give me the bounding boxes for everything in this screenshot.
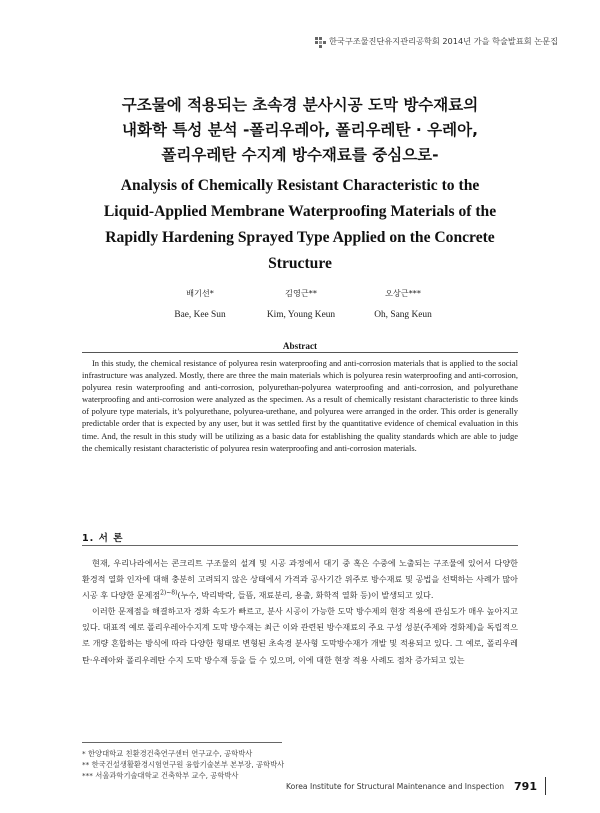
korean-title-line: 내화학 특성 분석 -폴리우레아, 폴리우레탄 · 우레아,: [122, 121, 478, 139]
footnote-divider: [82, 742, 282, 743]
english-title-line: Liquid-Applied Membrane Waterproofing Materials of the: [103, 203, 497, 220]
english-title-line: Structure: [268, 255, 332, 272]
korean-title-line: 폴리우레탄 수지계 방수재료를 중심으로-: [161, 146, 439, 164]
body-paragraph: [82, 555, 518, 603]
footer-bar: [545, 777, 546, 795]
citation-superscript: 2)~8): [160, 589, 178, 597]
author-name-ko: 오상근***: [384, 288, 421, 298]
abstract-text: [82, 357, 518, 454]
page-footer: [286, 777, 546, 795]
footnote: ** 한국건설생활환경시험연구원 융합기술본부 본부장, 공학박사: [82, 760, 285, 769]
conference-header: [315, 36, 558, 47]
abstract-paragraph: In this study, the chemical resistance of polyurea resin waterproofing and anti-corrosion materials that is applied to the social infrastructure was analyzed. Mostly, there are three the main materials which is polyurea resin waterproofing and anti-corrosion, polyurea resin waterproofing and anti-corrosion, polyurethan-polyurea waterproofing and anti-corrosion, and polyurethane waterproofing and anti-corrosion were analyzed as the specimen. As a result of chemically resistant characteristic to three kinds of polyure type materials, it’s polyurethane, polyurea-urethane, and polyurea were arranged in the order. This order is generally predictable order that is expected by any user, but it was settled first by the quantitative evidence of chemical evaluation in this time. And, the result in this study will be utilizing as a basic data for establishing the quality standards which are able to judge the chemically resistant characteristic of polyurea resin waterproofing and anti-corrosion materials.: [82, 358, 518, 453]
paragraph-text: 현재, 우리나라에서는 콘크리트 구조물의 설계 및 시공 과정에서 대기 중 혹은 수중에 노출되는 구조물에 있어서 다양한 환경적 열화 인자에 대해 충분히 고려되지 않은 상태에서 가격과 공사기간 위주로 방수재료 및 공법을 선택하는 사례가 많아 시공 후 다양한 문제점: [82, 558, 518, 601]
english-title: [36, 173, 564, 277]
section-divider: [82, 545, 518, 546]
author-name-en: Oh, Sang Keun: [374, 310, 432, 320]
introduction-body: [82, 555, 518, 668]
footnote: *** 서울과학기술대학교 건축학부 교수, 공학박사: [82, 771, 239, 780]
abstract-heading: Abstract: [282, 341, 318, 351]
author-name-en: Bae, Kee Sun: [174, 310, 226, 320]
paragraph-text: (누수, 박리박락, 들뜸, 재료분리, 용출, 화학적 열화 등)이 발생되고 있다.: [177, 590, 434, 601]
conference-logo-icon: [315, 37, 325, 47]
author-name-en: Kim, Young Keun: [266, 310, 336, 320]
conference-name: 한국구조물진단유지관리공학회 2014년 가을 학술발표회 논문집: [329, 36, 558, 46]
author-name-ko: 김영근**: [285, 288, 317, 298]
publisher-name: Korea Institute for Structural Maintenance and Inspection: [286, 781, 505, 791]
english-title-line: Analysis of Chemically Resistant Characteristic to the: [120, 177, 480, 194]
footnote: * 한양대학교 친환경건축연구센터 연구교수, 공학박사: [82, 749, 253, 758]
section-heading: 1. 서 론: [82, 533, 124, 544]
abstract-divider: [82, 352, 518, 353]
body-paragraph: 이러한 문제점을 해결하고자 경화 속도가 빠르고, 분사 시공이 가능한 도막 방수제의 현장 적용에 관심도가 매우 높아지고 있다. 대표적 예로 폴리우레아수지계 도막 방수재는 최근 이와 관련된 방수재료의 주요 구성 성분(주제와 경화제)을 독립적으로 개량 혼합하는 방식에 따라 다양한 형태로 변형된 초속경 분사형 도막방수재가 개발 및 적용되고 있다. 그 예로, 폴리우레탄·우레아와 폴리우레탄 수지 도막 방수재 등을 들 수 있으며, 이에 대한 현장 적용 사례도 점차 증가되고 있는: [82, 606, 518, 665]
korean-title-line: 구조물에 적용되는 초속경 분사시공 도막 방수재료의: [121, 96, 479, 114]
english-title-line: Rapidly Hardening Sprayed Type Applied on the Concrete: [105, 229, 495, 246]
page-number: 791: [514, 779, 537, 793]
author: [333, 288, 473, 320]
author-name-ko: 배기선*: [186, 288, 214, 298]
korean-title: [40, 93, 560, 168]
